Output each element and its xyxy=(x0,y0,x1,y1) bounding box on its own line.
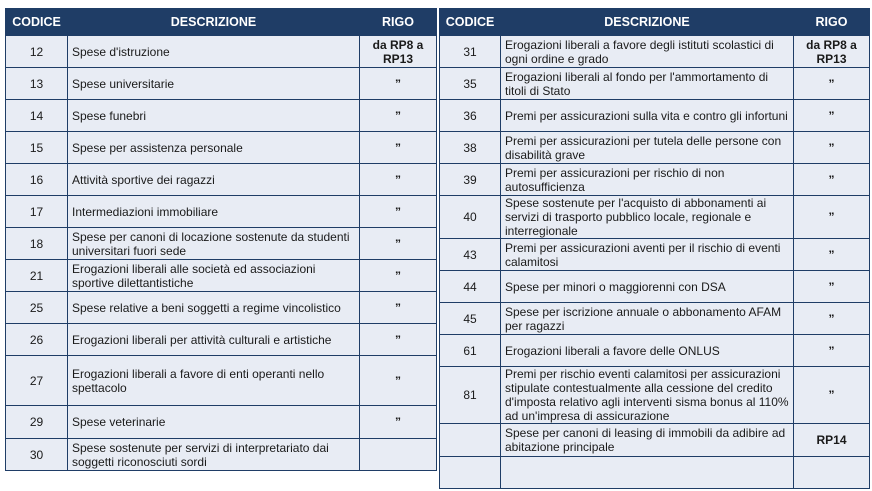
code-cell: 12 xyxy=(6,36,68,68)
description-cell: Spese sostenute per l'acquisto di abbonamenti ai servizi di trasporto pubblico locale, regionale e interregionale xyxy=(501,196,794,239)
description-cell: Spese per iscrizione annuale o abbonamento AFAM per ragazzi xyxy=(501,303,794,335)
description-cell: Spese per canoni di locazione sostenute da studenti universitari fuori sede xyxy=(68,228,360,260)
header-row xyxy=(440,9,870,36)
rigo-cell: ” xyxy=(794,367,870,424)
rigo-cell: ” xyxy=(360,356,437,406)
rigo-cell: ” xyxy=(794,335,870,367)
table-row xyxy=(6,439,437,471)
description-cell: Spese relative a beni soggetti a regime vincolistico xyxy=(68,292,360,324)
left-codes-table xyxy=(5,8,437,471)
rigo-cell: ” xyxy=(360,406,437,439)
rigo-cell: RP14 xyxy=(794,424,870,457)
table-row xyxy=(440,303,870,335)
code-cell: 43 xyxy=(440,239,501,271)
header-codice: CODICE xyxy=(6,9,68,36)
header-row xyxy=(6,9,437,36)
header-rigo: RIGO xyxy=(794,9,870,36)
table-row xyxy=(440,164,870,196)
description-cell: Erogazioni liberali per attività culturali e artistiche xyxy=(68,324,360,356)
code-cell: 27 xyxy=(6,356,68,406)
table-row xyxy=(6,356,437,406)
code-cell: 36 xyxy=(440,100,501,132)
code-cell: 21 xyxy=(6,260,68,292)
code-cell: 13 xyxy=(6,68,68,100)
rigo-cell: ” xyxy=(360,132,437,164)
rigo-cell: ” xyxy=(360,164,437,196)
table-row xyxy=(440,196,870,239)
description-cell: Spese d'istruzione xyxy=(68,36,360,68)
code-cell: 31 xyxy=(440,36,501,68)
right-codes-table xyxy=(439,8,870,489)
code-cell: 26 xyxy=(6,324,68,356)
table-row xyxy=(6,132,437,164)
rigo-cell: ” xyxy=(794,164,870,196)
description-cell: Premi per assicurazioni per rischio di non autosufficienza xyxy=(501,164,794,196)
description-cell: Erogazioni liberali a favore di enti operanti nello spettacolo xyxy=(68,356,360,406)
table-row xyxy=(440,100,870,132)
code-cell: 17 xyxy=(6,196,68,228)
description-cell: Premi per rischio eventi calamitosi per assicurazioni stipulate contestualmente alla cessione del credito d'imposta relativo agli interventi sisma bonus al 110% ad un'impresa di assicurazione xyxy=(501,367,794,424)
code-cell xyxy=(440,457,501,489)
code-cell: 38 xyxy=(440,132,501,164)
table-row xyxy=(6,228,437,260)
description-cell: Spese veterinarie xyxy=(68,406,360,439)
code-cell: 30 xyxy=(6,439,68,471)
rigo-cell: ” xyxy=(360,292,437,324)
code-cell: 29 xyxy=(6,406,68,439)
rigo-cell: ” xyxy=(794,100,870,132)
rigo-cell xyxy=(794,457,870,489)
description-cell: Attività sportive dei ragazzi xyxy=(68,164,360,196)
description-cell: Premi per assicurazioni sulla vita e contro gli infortuni xyxy=(501,100,794,132)
code-cell: 18 xyxy=(6,228,68,260)
code-cell: 81 xyxy=(440,367,501,424)
description-cell: Premi per assicurazioni per tutela delle persone con disabilità grave xyxy=(501,132,794,164)
table-row xyxy=(440,335,870,367)
description-cell: Spese funebri xyxy=(68,100,360,132)
rigo-cell: ” xyxy=(360,100,437,132)
table-row xyxy=(440,68,870,100)
code-cell: 25 xyxy=(6,292,68,324)
rigo-cell: ” xyxy=(794,271,870,303)
rigo-cell: da RP8 a RP13 xyxy=(794,36,870,68)
header-descrizione: DESCRIZIONE xyxy=(501,9,794,36)
table-row xyxy=(6,292,437,324)
rigo-cell: da RP8 a RP13 xyxy=(360,36,437,68)
description-cell: Erogazioni liberali al fondo per l'ammortamento di titoli di Stato xyxy=(501,68,794,100)
description-cell: Premi per assicurazioni aventi per il rischio di eventi calamitosi xyxy=(501,239,794,271)
description-cell: Spese per minori o maggiorenni con DSA xyxy=(501,271,794,303)
code-cell: 61 xyxy=(440,335,501,367)
rigo-cell: ” xyxy=(360,68,437,100)
description-cell: Spese universitarie xyxy=(68,68,360,100)
table-row xyxy=(6,164,437,196)
rigo-cell: ” xyxy=(360,324,437,356)
rigo-cell: ” xyxy=(794,239,870,271)
rigo-cell: ” xyxy=(360,196,437,228)
table-row xyxy=(6,36,437,68)
table-row xyxy=(6,100,437,132)
description-cell: Spese per canoni di leasing di immobili da adibire ad abitazione principale xyxy=(501,424,794,457)
header-codice: CODICE xyxy=(440,9,501,36)
description-cell: Spese sostenute per servizi di interpretariato dai soggetti riconosciuti sordi xyxy=(68,439,360,471)
rigo-cell: ” xyxy=(360,260,437,292)
table-row xyxy=(6,260,437,292)
description-cell: Erogazioni liberali alle società ed associazioni sportive dilettantistiche xyxy=(68,260,360,292)
table-row xyxy=(440,271,870,303)
rigo-cell: ” xyxy=(794,303,870,335)
table-row xyxy=(6,406,437,439)
table-row xyxy=(6,68,437,100)
table-row xyxy=(6,196,437,228)
table-row xyxy=(440,457,870,489)
code-cell: 45 xyxy=(440,303,501,335)
rigo-cell: ” xyxy=(794,196,870,239)
table-row xyxy=(440,367,870,424)
rigo-cell: ” xyxy=(794,132,870,164)
code-cell: 39 xyxy=(440,164,501,196)
table-row xyxy=(6,324,437,356)
code-cell: 14 xyxy=(6,100,68,132)
code-cell xyxy=(440,424,501,457)
description-cell: Erogazioni liberali a favore degli istituti scolastici di ogni ordine e grado xyxy=(501,36,794,68)
table-row xyxy=(440,36,870,68)
description-cell xyxy=(501,457,794,489)
rigo-cell: ” xyxy=(360,228,437,260)
code-cell: 35 xyxy=(440,68,501,100)
description-cell: Intermediazioni immobiliare xyxy=(68,196,360,228)
table-row xyxy=(440,132,870,164)
code-cell: 40 xyxy=(440,196,501,239)
rigo-cell xyxy=(360,439,437,471)
code-cell: 15 xyxy=(6,132,68,164)
description-cell: Erogazioni liberali a favore delle ONLUS xyxy=(501,335,794,367)
code-cell: 44 xyxy=(440,271,501,303)
rigo-cell: ” xyxy=(794,68,870,100)
description-cell: Spese per assistenza personale xyxy=(68,132,360,164)
header-rigo: RIGO xyxy=(360,9,437,36)
code-cell: 16 xyxy=(6,164,68,196)
table-row xyxy=(440,424,870,457)
header-descrizione: DESCRIZIONE xyxy=(68,9,360,36)
table-row xyxy=(440,239,870,271)
